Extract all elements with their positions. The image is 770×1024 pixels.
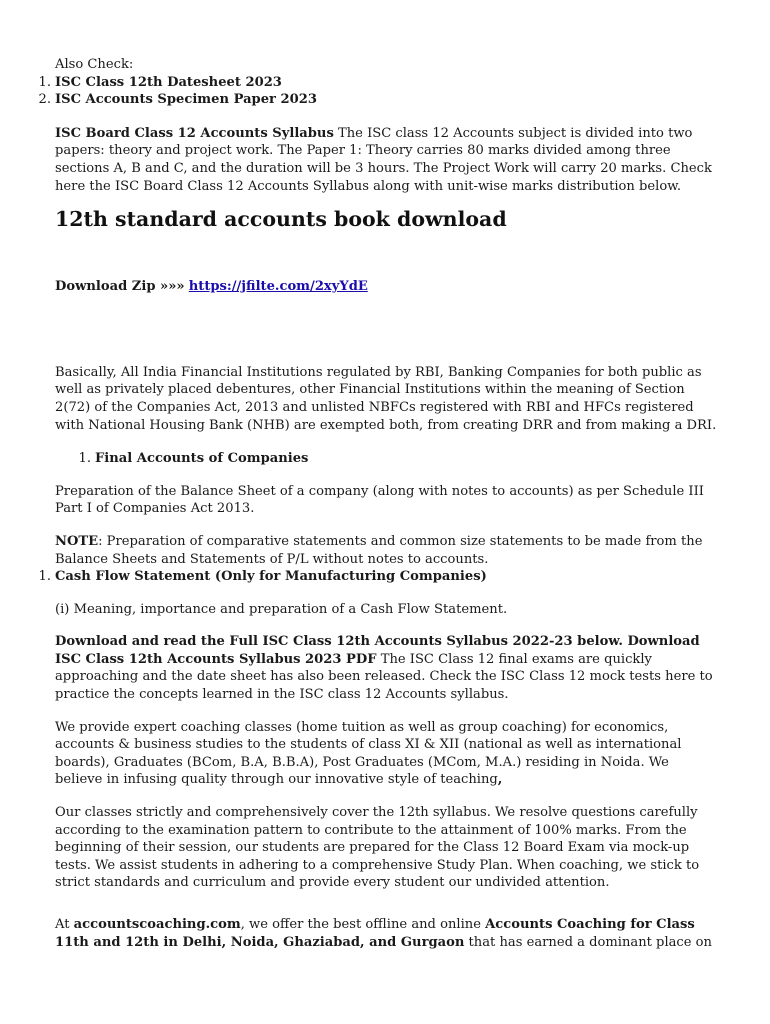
download-link[interactable]: https://jfilte.com/2xyYdE (188, 279, 368, 295)
final-paragraph (55, 916, 717, 951)
cash-flow-title: Cash Flow Statement (Only for Manufacturing Companies) (55, 569, 487, 585)
list-item[interactable]: 1. ISC Class 12th Datesheet 2023 (38, 74, 282, 90)
page-heading: 12th standard accounts book download (55, 207, 507, 232)
final-accounts-list (78, 450, 717, 468)
document-page (38, 56, 717, 951)
list-item[interactable]: 2. ISC Accounts Specimen Paper 2023 (38, 92, 317, 108)
datesheet-link-text[interactable]: ISC Class 12th Datesheet 2023 (55, 74, 282, 90)
final-bold: Accounts Coaching for Class 11th and 12th in Delhi, Noida, Ghaziabad, and Gurgaon (55, 917, 695, 950)
syllabus-intro-paragraph (55, 125, 717, 195)
syllabus-intro-bold: ISC Board Class 12 Accounts Syllabus (55, 125, 334, 141)
list-item: 1. Cash Flow Statement (Only for Manufacturing Companies) (38, 569, 487, 585)
download-line (55, 278, 717, 296)
download-read-text: The ISC Class 12 final exams are quickly approaching and the date sheet has also been released. Check the ISC Class 12 mock tests here to practice the concepts learned in the ISC class 12 Accounts syllabus. (55, 651, 713, 703)
final-mid: , we offer the best offline and online (240, 917, 486, 932)
download-read-bold: Download and read the Full ISC Class 12th Accounts Syllabus 2022-23 below. Download ISC Class 12th Accounts Syllabus 2023 PDF (55, 634, 700, 667)
final-at: At (55, 917, 74, 932)
final-end: that has earned a dominant place on (464, 934, 712, 950)
balance-sheet-paragraph: Preparation of the Balance Sheet of a company (along with notes to accounts) as per Schedule III Part I of Companies Act 2013. (55, 483, 704, 517)
download-read-paragraph (55, 633, 717, 703)
download-label: Download Zip »»» (55, 279, 185, 295)
coaching-paragraph (55, 719, 717, 789)
cash-flow-list (38, 568, 717, 586)
final-site: accountscoaching.com (73, 917, 241, 932)
also-check-label: Also Check: (55, 57, 134, 72)
cash-flow-paragraph: (i) Meaning, importance and preparation of a Cash Flow Statement. (55, 601, 508, 617)
rbi-paragraph: Basically, All India Financial Institutions regulated by RBI, Banking Companies for both public as well as privately placed debentures, other Financial Institutions within the meaning of Section 2(72) of the Companies Act, 2013 and unlisted NBFCs registered with RBI and HFCs registered with National Housing Bank (NHB) are exempted both, from creating DRR and from making a DRI. (55, 364, 717, 433)
coaching-bold-end: , (497, 772, 503, 788)
syllabus-intro-text: The ISC class 12 Accounts subject is divided into two papers: theory and project work. The Paper 1: Theory carries 80 marks divided among three sections A, B and C, and the duration will be 3 hours. The Project Work will carry 20 marks. Check here the ISC Board Class 12 Accounts Syllabus along with unit-wise marks distribution below. (55, 125, 712, 194)
also-check-list (38, 74, 717, 109)
coaching-text: We provide expert coaching classes (home tuition as well as group coaching) for economics, accounts & business studies to the students of class XI & XII (national as well as international boards), Graduates (BCom, B.A, B.B.A), Post Graduates (MCom, M.A.) residing in Noida. We believe in infusing quality through our innovative style of teaching (55, 719, 682, 788)
final-accounts-title: Final Accounts of Companies (95, 451, 309, 467)
note-label: NOTE (55, 533, 99, 549)
classes-paragraph: Our classes strictly and comprehensively cover the 12th syllabus. We resolve questions carefully according to the examination pattern to contribute to the attainment of 100% marks. From the beginning of their session, our students are prepared for the Class 12 Board Exam via mock-up tests. We assist students in adhering to a comprehensive Study Plan. When coaching, we stick to strict standards and curriculum and provide every student our undivided attention. (55, 805, 700, 891)
note-text: : Preparation of comparative statements and common size statements to be made from the Balance Sheets and Statements of P/L without notes to accounts. (55, 533, 703, 567)
list-item: 1. Final Accounts of Companies (78, 451, 309, 467)
note-paragraph (55, 533, 717, 568)
specimen-paper-link-text[interactable]: ISC Accounts Specimen Paper 2023 (55, 92, 317, 108)
